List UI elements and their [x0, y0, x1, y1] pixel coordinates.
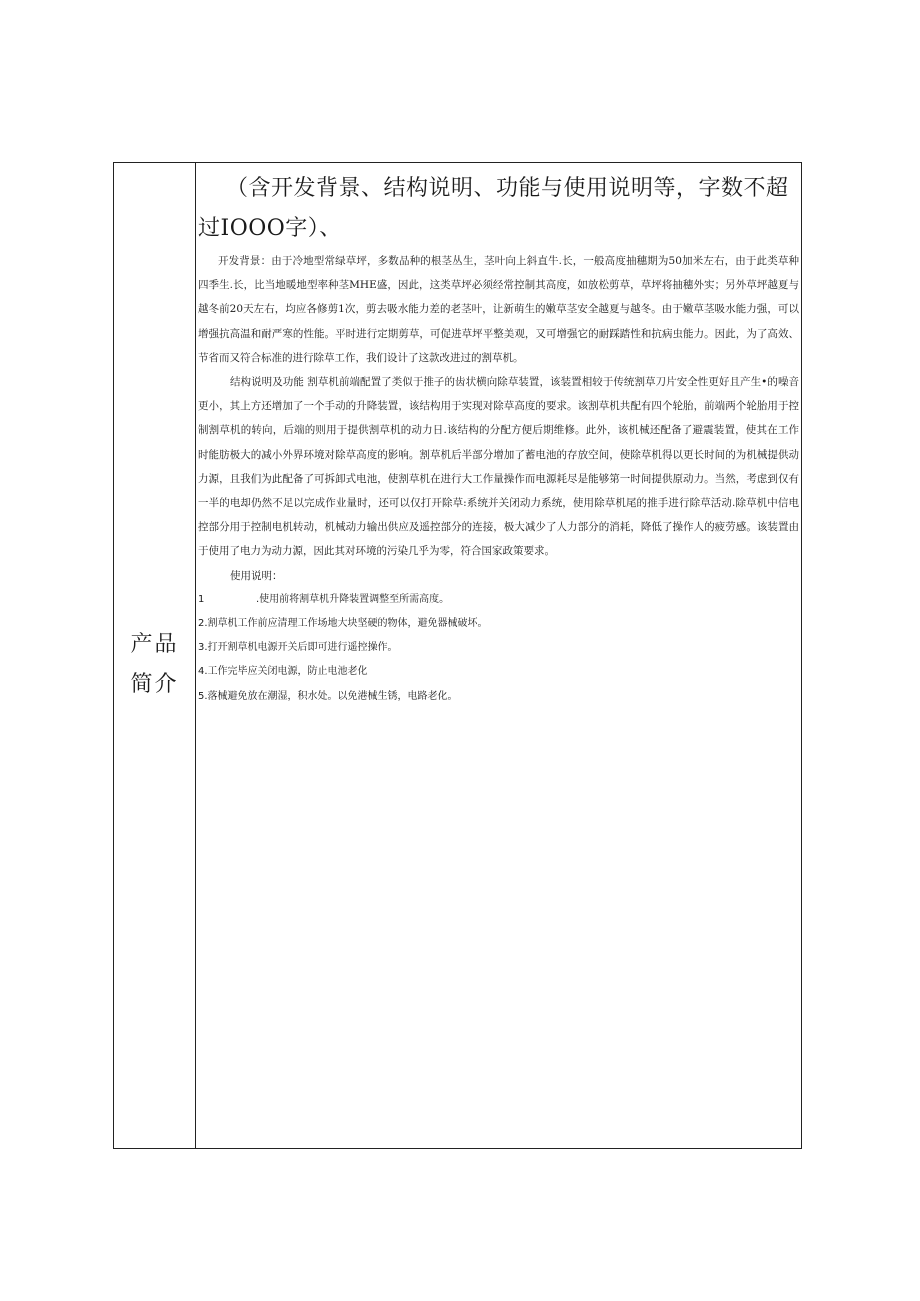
step-text: .使用前将割草机升降装置调整至所需高度。	[256, 593, 450, 605]
step-number: 5.	[198, 690, 208, 702]
label-column	[114, 163, 196, 1148]
step-number: 3.	[198, 642, 208, 654]
product-intro-table	[113, 162, 802, 1149]
step-number: 4.	[198, 666, 208, 678]
content-heading: （含开发背景、结构说明、功能与使用说明等，字数不超过IOOO字）、	[198, 176, 789, 241]
background-paragraph: 开发背景：由于冷地型常绿草坪，多数品种的根茎丛生，茎叶向上斜直牛.长，一般高度抽穗期为50加米左右，由于此类草种四季生.长，比当地暖地型率种茎MHE盛，因此，这类草坪必须经常控制其高度，如放松剪草，草坪将抽穗外实；另外草坪越夏与越冬前20天左右，均应各修剪1次，剪去吸水能力差的老茎叶，让新萌生的嫩草茎安全越夏与越冬。由于嫩草茎吸水能力强，可以增强抗高温和耐严寒的性能。平时进行定期剪草，可促进草坪平整美观，又可增强它的耐踩踏性和抗病虫能力。因此，为了高效、节省而又符合标准的进行除草工作，我们设计了这款改进过的割草机。	[198, 255, 799, 364]
usage-step	[198, 636, 799, 660]
usage-step	[198, 685, 799, 709]
structure-paragraph: 结构说明及功能 割草机前端配置了类似于推子的齿状横向除草装置，该装置相较于传统割草刀片安全性更好且产生•的噪音更小，其上方还增加了一个手动的升降装置，该结构用于实现对除草高度的要求。该割草机共配有四个轮胎，前端两个轮胎用于控制割草机的转向，后端的则用于提供割草机的动力日.该结构的分配方便后期维修。此外，该机械还配备了避震装置，使其在工作时能肪极大的减小外界环境对除草高度的影响。割草机后半部分增加了蓄电池的存放空间，使除草机得以更长时间的为机械提供动力源，且我们为此配备了可拆卸式电池，使割草机在进行大工作量操作而电源耗尽是能够第一时间提供原动力。当然，考虑到仅有一半的电却仍然不足以完成作业量时，还可以仅打开除草:系统并关闭动力系统，使用除草机尾的推手进行除草活动.除草机中信电控部分用于控制电机转动，机械动力输出供应及遥控部分的连接，极大减少了人力部分的消耗，降低了操作人的疲劳感。该装置由于使用了电力为动力源，因此其对环境的污染几乎为零，符合国家政策要求。	[198, 376, 799, 558]
usage-step	[198, 588, 799, 612]
step-text: 工作完毕应关闭电源，防止电池老化	[207, 666, 368, 678]
step-text: 落械避免放在潮湿，积水处。以免港械生锈，电路老化。	[207, 690, 458, 702]
usage-title: 使用说明：	[230, 569, 283, 582]
step-number: 2.	[198, 618, 208, 630]
content-column	[196, 163, 801, 1148]
usage-step	[198, 612, 799, 636]
step-text: 割草机工作前应清理工作场地大块坚硬的物体，避免器械破坏。	[207, 618, 488, 630]
section-label: 产品简介	[130, 632, 179, 697]
usage-step	[198, 660, 799, 684]
step-number: 1	[198, 593, 205, 605]
step-text: 打开割草机电源开关后即可进行遥控操作。	[207, 642, 398, 654]
